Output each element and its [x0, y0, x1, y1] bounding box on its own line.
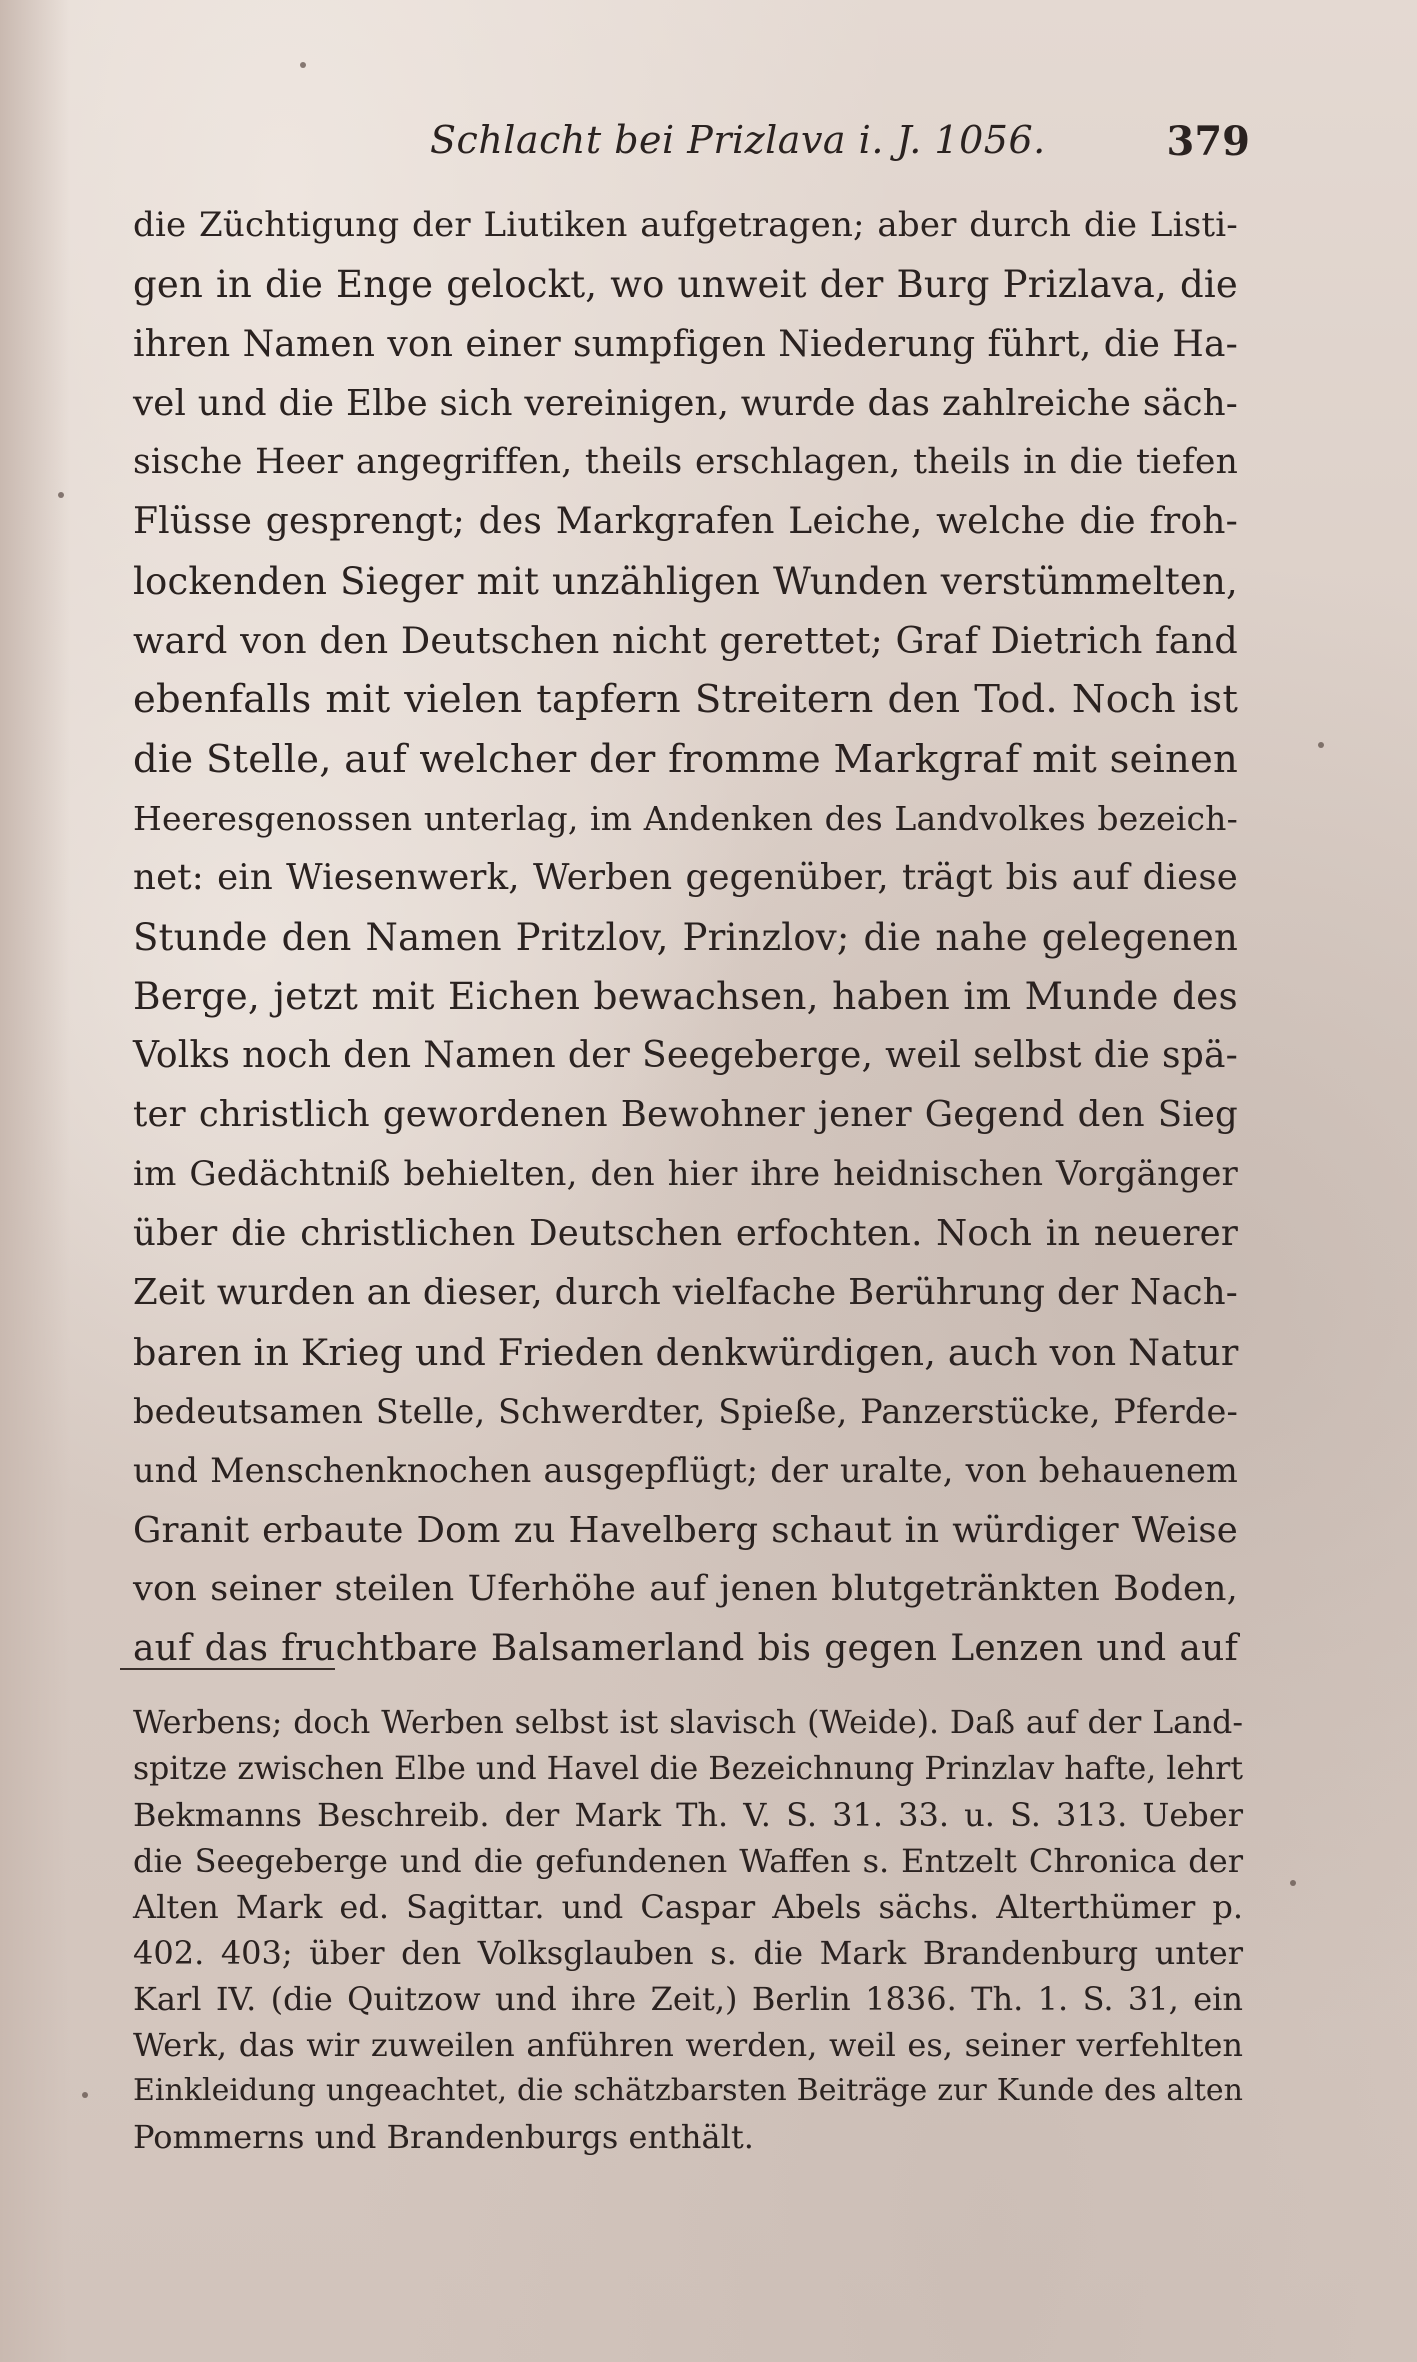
footnote-line: Karl IV. (die Quitzow und ihre Zeit,) Berlin 1836. Th. 1. S. 31, ein [133, 1980, 1243, 2018]
text-line: von seiner steilen Uferhöhe auf jenen blutgetränkten Boden, [133, 1568, 1238, 1609]
text-line: Zeit wurden an dieser, durch vielfache Berührung der Nach- [133, 1272, 1238, 1314]
text-line: bedeutsamen Stelle, Schwerdter, Spieße, Panzerstücke, Pferde- [133, 1391, 1238, 1431]
text-line: die Stelle, auf welcher der fromme Markgraf mit seinen [133, 736, 1238, 782]
footnote-line: Pommerns und Brandenburgs enthält. [133, 2118, 754, 2156]
footnote-line: 402. 403; über den Volksglauben s. die Mark Brandenburg unter [133, 1934, 1243, 1972]
text-line: Flüsse gesprengt; des Markgrafen Leiche, welche die froh- [133, 501, 1238, 543]
paper-speck [1318, 742, 1324, 748]
main-text-block [133, 196, 1238, 1678]
page-number: 379 [1166, 118, 1250, 165]
footnote-line: die Seegeberge und die gefundenen Waffen s. Entzelt Chronica der [133, 1842, 1243, 1880]
footnote-divider [120, 1668, 335, 1670]
text-line: Berge, jetzt mit Eichen bewachsen, haben im Munde des [133, 973, 1238, 1018]
text-line: Heeresgenossen unterlag, im Andenken des Landvolkes bezeich- [133, 798, 1238, 838]
paper-speck [82, 2092, 88, 2098]
text-line: und Menschenknochen ausgepflügt; der uralte, von behauenem [133, 1451, 1238, 1491]
text-line: im Gedächtniß behielten, den hier ihre heidnischen Vorgänger [133, 1153, 1238, 1194]
text-line: ihren Namen von einer sumpfigen Niederung führt, die Ha- [133, 323, 1238, 365]
footnote-line: Alten Mark ed. Sagittar. und Caspar Abels sächs. Alterthümer p. [133, 1888, 1243, 1926]
text-line: vel und die Elbe sich vereinigen, wurde das zahlreiche säch- [133, 382, 1238, 424]
text-line: die Züchtigung der Liutiken aufgetragen; aber durch die Listi- [133, 205, 1238, 245]
text-line: sische Heer angegriffen, theils erschlagen, theils in die tiefen [133, 442, 1238, 483]
footnote-line: Werbens; doch Werben selbst ist slavisch (Weide). Daß auf der Land- [133, 1705, 1243, 1741]
footnote-line: spitze zwischen Elbe und Havel die Bezeichnung Prinzlav hafte, lehrt [133, 1751, 1244, 1787]
running-title: Schlacht bei Prizlava i. J. 1056. [430, 118, 1046, 162]
text-line: Stunde den Namen Pritzlov, Prinzlov; die nahe gelegenen [133, 915, 1238, 959]
page-header [430, 118, 1270, 178]
text-line: lockenden Sieger mit unzähligen Wunden verstümmelten, [133, 559, 1238, 603]
text-line: Granit erbaute Dom zu Havelberg schaut in würdiger Weise [133, 1509, 1238, 1551]
page-gutter-shadow [0, 0, 70, 2362]
footnote-block [133, 1700, 1243, 2160]
text-line: baren in Krieg und Frieden denkwürdigen, auch von Natur [133, 1330, 1239, 1374]
text-line: ward von den Deutschen nicht gerettet; Graf Dietrich fand [133, 619, 1238, 663]
text-line: gen in die Enge gelockt, wo unweit der Burg Prizlava, die [133, 263, 1238, 307]
footnote-line: Einkleidung ungeachtet, die schätzbarsten Beiträge zur Kunde des alten [133, 2073, 1243, 2108]
paper-speck [58, 492, 64, 498]
text-line: über die christlichen Deutschen erfochten. Noch in neuerer [133, 1213, 1238, 1255]
text-line: Volks noch den Namen der Seegeberge, weil selbst die spä- [133, 1035, 1238, 1077]
paper-speck [300, 62, 306, 68]
text-line: auf das fruchtbare Balsamerland bis gegen Lenzen und auf [133, 1628, 1238, 1670]
text-line: ebenfalls mit vielen tapfern Streitern den Tod. Noch ist [133, 677, 1238, 723]
paper-speck [1290, 1880, 1296, 1886]
text-line: net: ein Wiesenwerk, Werben gegenüber, trägt bis auf diese [133, 857, 1238, 899]
footnote-line: Werk, das wir zuweilen anführen werden, weil es, seiner verfehlten [133, 2026, 1243, 2064]
footnote-line: Bekmanns Beschreib. der Mark Th. V. S. 31. 33. u. S. 313. Ueber [133, 1796, 1243, 1834]
text-line: ter christlich gewordenen Bewohner jener Gegend den Sieg [133, 1094, 1238, 1136]
